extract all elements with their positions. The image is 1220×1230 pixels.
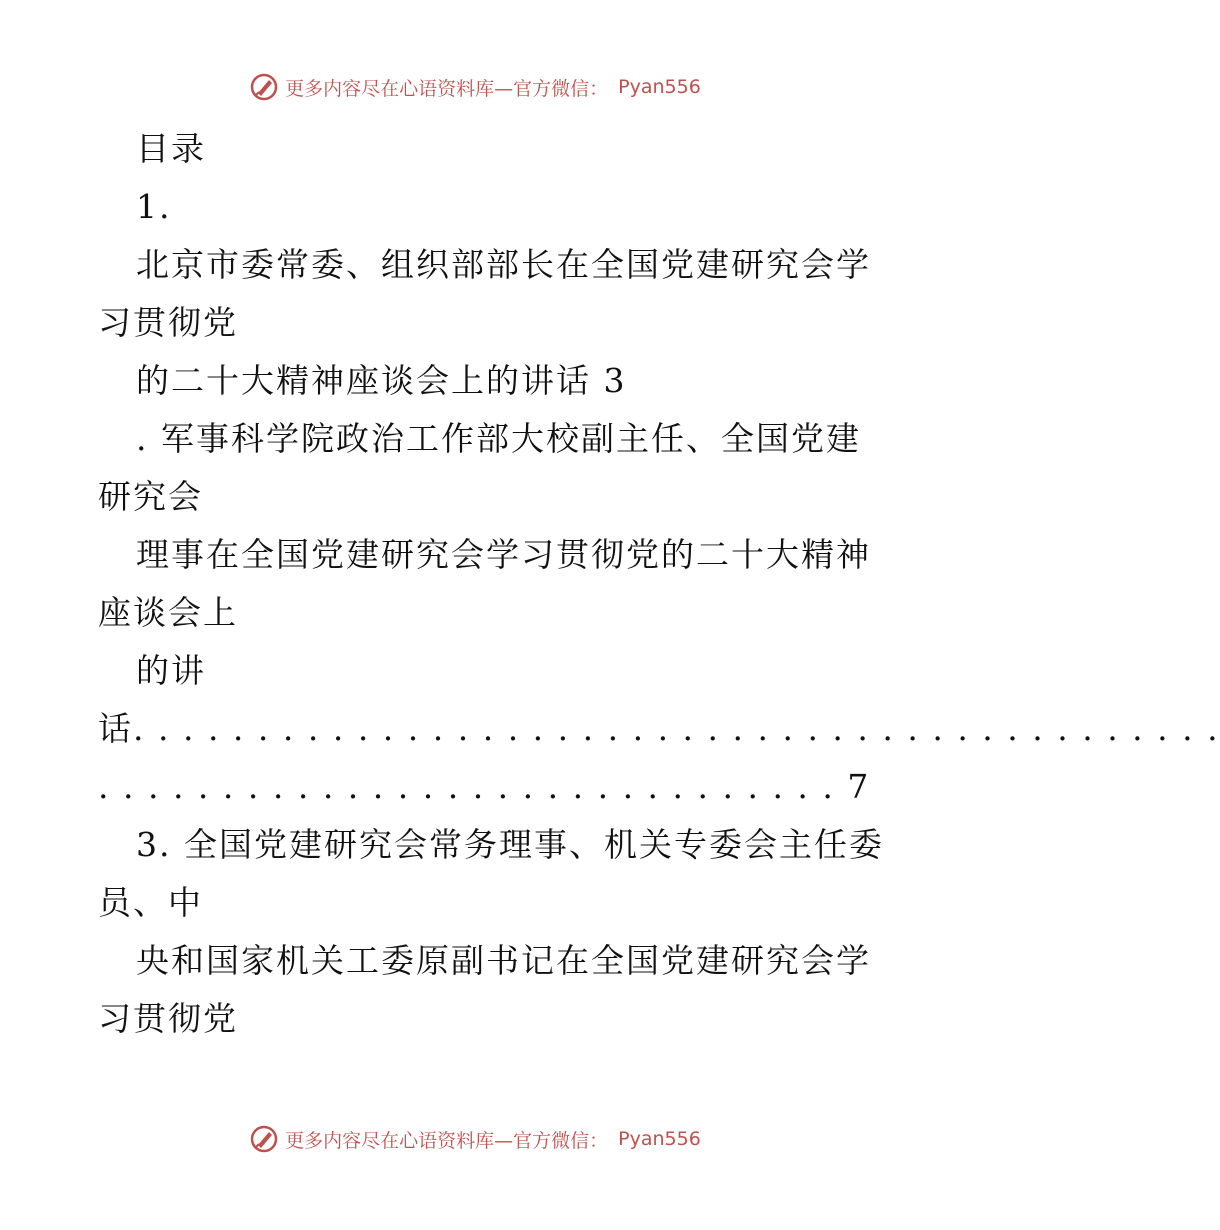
toc-leader-line: 话. . . . . . . . . . . . . . . . . . . . . . . . . . . . . . . . . . . . . . . . . . . . bbox=[98, 709, 1220, 748]
header-watermark bbox=[0, 72, 950, 102]
toc-leader-line: . . . . . . . . . . . . . . . . . . . . . . . . . . . . . . 7 bbox=[98, 767, 871, 806]
toc-title: 目录 bbox=[136, 129, 206, 168]
watermark-contact: Pyan556 bbox=[618, 1128, 701, 1150]
toc-line: 习贯彻党 bbox=[98, 999, 238, 1038]
watermark-contact: Pyan556 bbox=[618, 76, 701, 98]
watermark-text: 更多内容尽在心语资料库—官方微信： bbox=[285, 1129, 609, 1152]
pen-logo-icon bbox=[249, 1124, 279, 1154]
toc-line: 理事在全国党建研究会学习贯彻党的二十大精神 bbox=[136, 535, 871, 574]
watermark-text: 更多内容尽在心语资料库—官方微信： bbox=[285, 77, 609, 100]
toc-line: 央和国家机关工委原副书记在全国党建研究会学 bbox=[136, 941, 871, 980]
toc-line: 的二十大精神座谈会上的讲话 3 bbox=[136, 361, 627, 400]
toc-line: 的讲 bbox=[136, 651, 206, 690]
toc-content bbox=[98, 120, 1220, 1048]
toc-line: 北京市委常委、组织部部长在全国党建研究会学 bbox=[136, 245, 871, 284]
toc-line: 研究会 bbox=[98, 477, 203, 516]
pen-logo-icon bbox=[249, 72, 279, 102]
toc-line: 员、中 bbox=[98, 883, 203, 922]
toc-line: 1. bbox=[136, 187, 172, 226]
toc-line: 3. 全国党建研究会常务理事、机关专委会主任委 bbox=[136, 825, 884, 864]
footer-watermark bbox=[0, 1124, 950, 1154]
toc-line: . 军事科学院政治工作部大校副主任、全国党建 bbox=[136, 419, 861, 458]
toc-line: 座谈会上 bbox=[98, 593, 238, 632]
toc-line: 习贯彻党 bbox=[98, 303, 238, 342]
